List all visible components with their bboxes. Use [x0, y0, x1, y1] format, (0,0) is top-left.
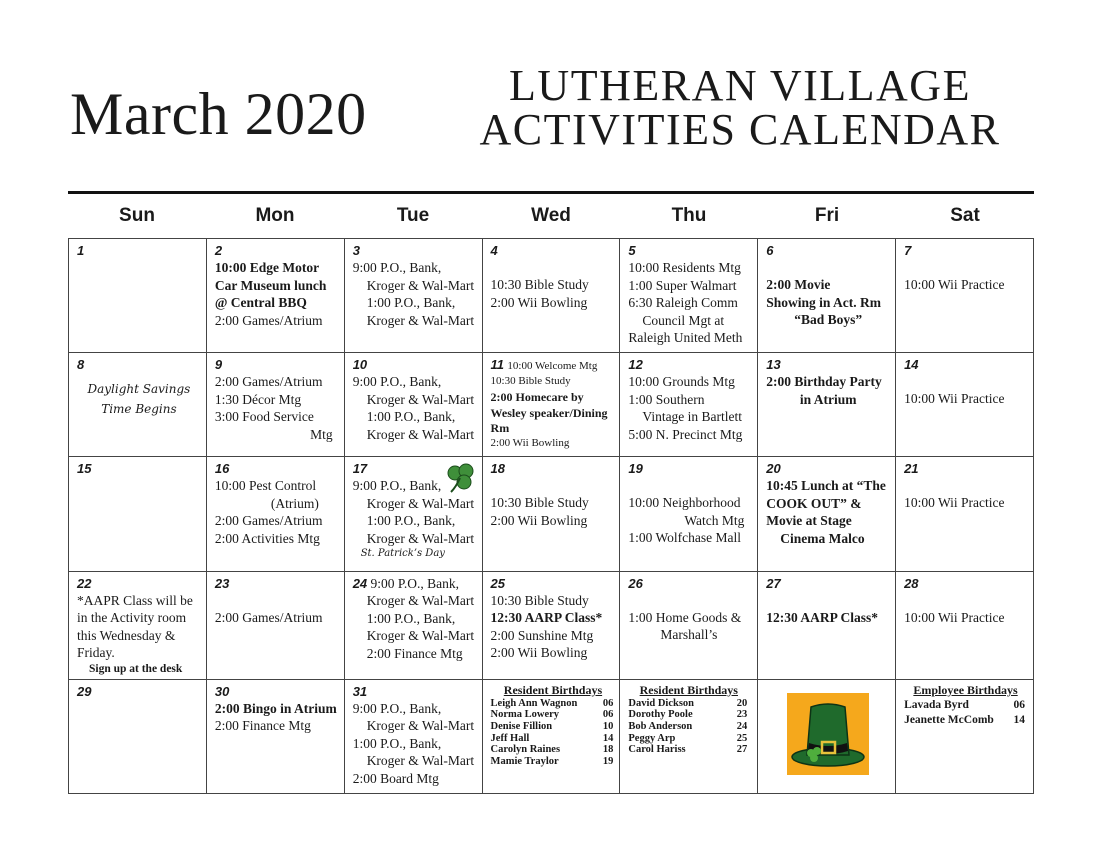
- weekday-thu: Thu: [671, 205, 707, 226]
- event-line: 2:00 Homecare by: [490, 390, 584, 405]
- birthday-name: Jeff Hall: [490, 732, 530, 744]
- event-line: 9:00 P.O., Bank,: [352, 260, 442, 275]
- day-cell-13: [758, 353, 896, 457]
- resident-birthdays-cell-wed: [482, 679, 620, 793]
- event-line: 2:00 Wii Bowling: [490, 294, 588, 310]
- event-line: 10:00 Wii Practice: [904, 609, 1005, 625]
- birthday-day: 24: [736, 720, 748, 732]
- event-line: 2:00 Games/Atrium: [214, 513, 323, 529]
- day-number: 10: [352, 357, 368, 373]
- event-line: 1:00 P.O., Bank,: [366, 295, 456, 310]
- day-24-first-line: [353, 575, 477, 593]
- day-number: 27: [766, 575, 781, 591]
- day-number: 18: [490, 461, 505, 477]
- day-number: 19: [628, 461, 643, 477]
- event-line: this Wednesday &: [77, 627, 176, 643]
- day-number: 23: [214, 575, 230, 591]
- event-line: 10:00 Grounds Mtg: [628, 374, 735, 390]
- event-line: 2:00 Bingo in Atrium: [214, 700, 337, 716]
- birthday-day: 20: [736, 697, 748, 709]
- birthday-name: Denise Fillion: [490, 720, 553, 732]
- birthday-entry: [491, 709, 616, 721]
- event-line: 1:00 Home Goods &: [628, 609, 742, 625]
- event-line: 10:45 Lunch at “The: [766, 478, 886, 494]
- birthday-name: Mamie Traylor: [490, 755, 559, 767]
- birthday-day: 18: [602, 744, 614, 756]
- hat-picture-cell: [758, 679, 896, 793]
- event-line: Friday.: [77, 645, 115, 661]
- event-line: Vintage in Bartlett: [642, 409, 743, 425]
- birthday-entry: [628, 744, 749, 756]
- event-line: 2:00 Wii Bowling: [490, 645, 588, 661]
- week-row-3: [69, 457, 1034, 571]
- birthday-name: Carol Hariss: [628, 744, 686, 756]
- day-number: 6: [766, 243, 774, 258]
- event-line: Council Mgt at: [642, 312, 725, 328]
- day-cell-4: [482, 239, 620, 353]
- day-cell-21: [896, 457, 1034, 571]
- day-cell-9: [206, 353, 344, 457]
- day-cell-20: [758, 457, 896, 571]
- birthday-entry: [491, 721, 616, 733]
- day-number: 15: [77, 461, 92, 477]
- birthday-name: David Dickson: [628, 697, 695, 709]
- day-cell-25: [482, 571, 620, 679]
- week-row-2: [69, 353, 1034, 457]
- event-line: 9:00 P.O., Bank,: [352, 700, 442, 716]
- event-line: Kroger & Wal-Mart: [366, 628, 475, 644]
- resident-birthdays-cell-thu: [620, 679, 758, 793]
- event-line: Wesley speaker/Dining: [490, 406, 608, 421]
- event-line: 2:00 Finance Mtg: [366, 645, 463, 661]
- day-number: 5: [628, 243, 636, 258]
- event-line: 9:00 P.O., Bank,: [352, 478, 442, 494]
- event-line: 12:30 AARP Class*: [766, 609, 878, 625]
- calendar-title-line-1: LUTHERAN VILLAGE: [509, 61, 971, 110]
- day-cell-24: [344, 571, 482, 679]
- event-line: 10:00 Wii Practice: [904, 495, 1005, 511]
- day-11-first-line: [491, 356, 615, 374]
- birthday-day: 27: [736, 744, 748, 756]
- day-number: 13: [766, 357, 781, 373]
- event-line: Watch Mtg: [684, 512, 745, 528]
- event-line: 6:30 Raleigh Comm: [628, 295, 738, 310]
- event-line: 10:30 Bible Study: [490, 277, 589, 292]
- calendar-title: [440, 61, 1040, 154]
- birthday-day: 06: [602, 709, 614, 721]
- day-cell-28: [896, 571, 1034, 679]
- event-line: 9:00 P.O., Bank,: [370, 575, 460, 591]
- weekday-tue: Tue: [396, 205, 430, 226]
- header-rule: [68, 191, 1034, 194]
- event-line: 2:00 Activities Mtg: [214, 530, 320, 546]
- shamrock-icon: [444, 461, 478, 495]
- day-cell-19: [620, 457, 758, 571]
- birthday-entry: [491, 744, 616, 756]
- event-line: 1:00 P.O., Bank,: [366, 513, 456, 529]
- event-line: Mtg: [310, 426, 333, 442]
- event-line: Movie at Stage: [766, 513, 852, 529]
- birthday-day: 14: [1013, 713, 1025, 726]
- event-line: 2:00 Finance Mtg: [214, 718, 311, 734]
- weekday-header-row: [68, 197, 1034, 237]
- birthday-list-title: Resident Birthdays: [503, 682, 603, 697]
- day-cell-15: [69, 457, 207, 571]
- event-line: 1:30 Décor Mtg: [214, 391, 302, 407]
- day-cell-29: [69, 679, 207, 793]
- event-line: Raleigh United Meth: [628, 330, 743, 345]
- day-number: 2: [214, 243, 223, 258]
- day-cell-3: [344, 239, 482, 353]
- event-line: Showing in Act. Rm: [766, 294, 881, 310]
- day-number: 8: [77, 357, 85, 373]
- birthday-name: Jeanette McComb: [904, 713, 994, 726]
- weekday-fri: Fri: [814, 205, 840, 226]
- birthday-entry: [491, 733, 616, 745]
- event-line: 2:00 Wii Bowling: [490, 437, 570, 450]
- day-cell-8: [69, 353, 207, 457]
- employee-birthdays-cell: [896, 679, 1034, 793]
- calendar-title-line-2: ACTIVITIES CALENDAR: [479, 105, 1001, 154]
- birthday-entry: [628, 709, 749, 721]
- event-line: 10:00 Welcome Mtg: [507, 360, 598, 373]
- event-line: 2:00 Games/Atrium: [214, 312, 323, 328]
- week-row-4: [69, 571, 1034, 679]
- event-line: in Atrium: [799, 391, 857, 407]
- event-line: 1:00 Super Walmart: [628, 277, 737, 293]
- leprechaun-hat-icon: [787, 693, 869, 775]
- birthday-name: Bob Anderson: [628, 720, 693, 732]
- day-number: 29: [77, 683, 92, 699]
- event-line: 2:00 Board Mtg: [352, 770, 439, 786]
- birthday-day: 10: [602, 720, 614, 732]
- event-line: 9:00 P.O., Bank,: [352, 374, 442, 390]
- event-line: Time Begins: [101, 402, 177, 417]
- event-line: “Bad Boys”: [794, 312, 863, 327]
- birthday-entry: [628, 698, 749, 710]
- event-line: Kroger & Wal-Mart: [366, 312, 475, 328]
- day-number: 28: [904, 575, 919, 591]
- day-number: 21: [904, 461, 919, 477]
- day-number: 24: [352, 575, 368, 591]
- day-cell-5: [620, 239, 758, 353]
- event-line: Kroger & Wal-Mart: [366, 753, 475, 769]
- day-cell-11: [482, 353, 620, 457]
- event-line: 3:00 Food Service: [214, 409, 314, 425]
- event-line: 2:00 Wii Bowling: [490, 512, 588, 528]
- birthday-day: 19: [602, 755, 614, 767]
- day-number: 25: [490, 575, 505, 591]
- day-cell-30: [206, 679, 344, 793]
- event-line: Marshall’s: [660, 627, 718, 643]
- day-cell-7: [896, 239, 1034, 353]
- event-line: 10:00 Residents Mtg: [628, 260, 741, 275]
- birthday-entry: [904, 698, 1027, 713]
- birthday-entry: [491, 756, 616, 768]
- event-line: 2:00 Games/Atrium: [214, 609, 323, 625]
- event-line: 2:00 Games/Atrium: [214, 374, 323, 390]
- birthday-name: Norma Lowery: [490, 709, 560, 721]
- day-number: 1: [77, 243, 85, 258]
- week-row-1: [69, 239, 1034, 353]
- day-number: 12: [628, 357, 643, 373]
- birthday-list-title: Employee Birthdays: [913, 682, 1018, 697]
- weekday-wed: Wed: [531, 205, 571, 226]
- birthday-day: 23: [736, 709, 748, 721]
- day-cell-6: [758, 239, 896, 353]
- day-number: 3: [352, 243, 360, 258]
- birthday-name: Dorothy Poole: [628, 709, 693, 721]
- day-cell-10: [344, 353, 482, 457]
- event-line: 1:00 Wolfchase Mall: [628, 530, 742, 546]
- event-line: Kroger & Wal-Mart: [366, 593, 475, 609]
- event-line: @ Central BBQ: [214, 295, 307, 310]
- event-line: *AAPR Class will be: [77, 592, 193, 608]
- day-number: 22: [77, 575, 92, 591]
- birthday-entry: [491, 698, 616, 710]
- birthday-entry: [628, 721, 749, 733]
- day-number: 14: [904, 357, 919, 373]
- day-cell-17: [344, 457, 482, 571]
- day-cell-31: [344, 679, 482, 793]
- event-line: Cinema Malco: [780, 530, 865, 546]
- day-number: 30: [214, 683, 230, 699]
- event-line: 1:00 P.O., Bank,: [366, 409, 456, 425]
- event-line: Kroger & Wal-Mart: [366, 277, 475, 293]
- event-line: 10:00 Edge Motor: [214, 260, 320, 275]
- weekday-sun: Sun: [119, 205, 155, 226]
- event-line: Sign up at the desk: [89, 662, 183, 675]
- day-cell-22: [69, 571, 207, 679]
- event-line: 10:00 Pest Control: [214, 478, 317, 494]
- day-number: 9: [214, 357, 223, 373]
- event-line: 10:00 Wii Practice: [904, 277, 1005, 292]
- event-line: Kroger & Wal-Mart: [366, 718, 475, 734]
- day-number: 17: [352, 461, 368, 477]
- event-line: in the Activity room: [77, 610, 187, 626]
- birthday-day: 14: [602, 732, 614, 744]
- event-line: COOK OUT” &: [766, 495, 862, 511]
- weekday-sat: Sat: [950, 205, 980, 226]
- event-line: 2:00 Birthday Party: [766, 374, 882, 390]
- event-line: 10:30 Bible Study: [490, 592, 589, 608]
- day-number: 31: [352, 683, 368, 699]
- day-number: 26: [628, 575, 643, 591]
- week-row-5: [69, 679, 1034, 793]
- day-cell-23: [206, 571, 344, 679]
- event-line: Kroger & Wal-Mart: [366, 391, 475, 407]
- day-number: 16: [214, 461, 230, 477]
- birthday-name: Leigh Ann Wagnon: [490, 697, 578, 709]
- event-line: 10:30 Bible Study: [490, 375, 571, 388]
- event-line: 1:00 P.O., Bank,: [352, 735, 442, 751]
- calendar-grid: [68, 238, 1034, 794]
- event-line: Daylight Savings: [87, 382, 191, 397]
- birthday-day: 25: [736, 732, 748, 744]
- event-line: 12:30 AARP Class*: [490, 610, 603, 626]
- birthday-name: Carolyn Raines: [490, 744, 561, 756]
- event-line: 5:00 N. Precinct Mtg: [628, 426, 743, 442]
- weekday-mon: Mon: [255, 205, 295, 226]
- event-line: 2:00 Sunshine Mtg: [490, 627, 594, 643]
- event-line: 10:30 Bible Study: [490, 495, 589, 511]
- day-cell-1: [69, 239, 207, 353]
- event-line: Kroger & Wal-Mart: [366, 495, 475, 511]
- day-cell-2: [206, 239, 344, 353]
- day-number: 4: [490, 243, 498, 258]
- day-cell-18: [482, 457, 620, 571]
- birthday-entry: [628, 733, 749, 745]
- event-line: (Atrium): [270, 495, 319, 511]
- birthday-name: Peggy Arp: [628, 732, 676, 744]
- event-line: St. Patrick’s Day: [360, 548, 445, 560]
- day-cell-27: [758, 571, 896, 679]
- day-cell-26: [620, 571, 758, 679]
- event-line: 10:00 Wii Practice: [904, 391, 1005, 407]
- event-line: 1:00 Southern: [628, 391, 705, 407]
- day-cell-14: [896, 353, 1034, 457]
- day-cell-12: [620, 353, 758, 457]
- birthday-list-title: Resident Birthdays: [639, 682, 738, 697]
- day-number: 11: [490, 357, 505, 373]
- event-line: 10:00 Neighborhood: [628, 495, 741, 511]
- event-line: Kroger & Wal-Mart: [366, 426, 475, 442]
- event-line: Kroger & Wal-Mart: [366, 530, 475, 546]
- event-line: 1:00 P.O., Bank,: [366, 610, 456, 626]
- month-title: March 2020: [70, 81, 367, 147]
- day-number: 20: [766, 461, 781, 477]
- event-line: Rm: [490, 421, 510, 436]
- birthday-day: 06: [602, 697, 614, 709]
- day-number: 7: [904, 243, 912, 258]
- birthday-day: 06: [1013, 698, 1025, 711]
- birthday-name: Lavada Byrd: [904, 698, 969, 711]
- event-line: Car Museum lunch: [214, 277, 327, 293]
- event-line: 2:00 Movie: [766, 277, 831, 292]
- birthday-entry: [904, 713, 1027, 728]
- day-cell-16: [206, 457, 344, 571]
